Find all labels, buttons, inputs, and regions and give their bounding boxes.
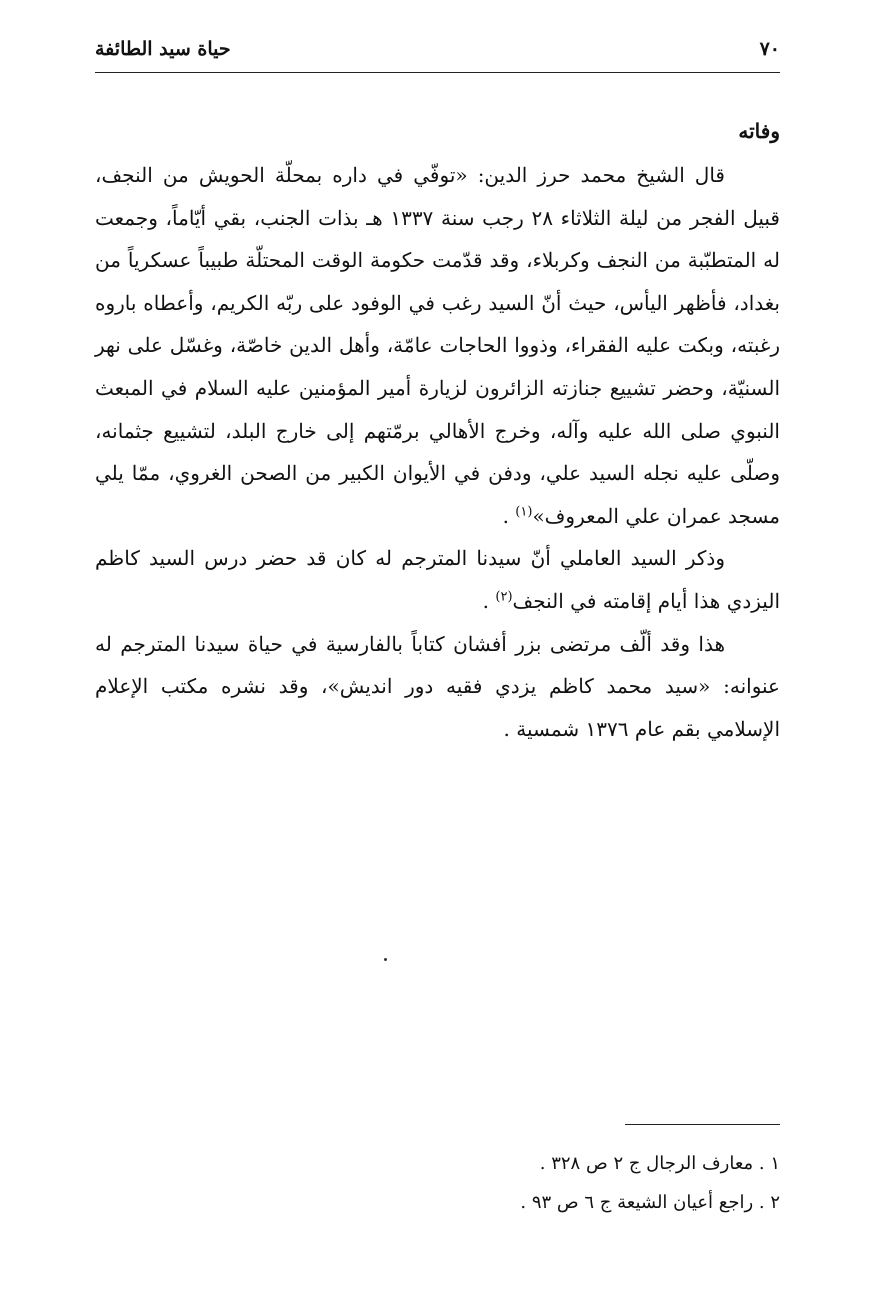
- page-header: [95, 32, 780, 73]
- paragraph-death-account: [95, 154, 780, 537]
- footnote-ref-1: (١): [515, 504, 533, 520]
- running-title: حياة سيد الطائفة: [95, 38, 231, 60]
- main-text: [95, 110, 780, 750]
- footnotes: [95, 1144, 780, 1222]
- stray-dot: [384, 958, 387, 961]
- paragraph-text: قال الشيخ محمد حرز الدين: «توفّي في داره بمحلّة الحويش من النجف، قبيل الفجر من ليلة الثلاثاء ٢٨ رجب سنة ١٣٣٧ هـ بذات الجنب، بقي أيّاماً، وجمعت له المتطبّبة من النجف وكربلاء، وقد قدّمت حكومة الوقت المحتلّة طبيباً عسكرياً من بغداد، فأظهر اليأس، حيث أنّ السيد رغب في الوفود على ربّه الكريم، وأعطاه باروه رغبته، وبكت عليه الفقراء، وذووا الحاجات عامّة، وأهل الدين خاصّة، وغسّل على نهر السنيّة، وحضر تشييع جنازته الزائرون لزيارة أمير المؤمنين عليه السلام في المبعث النبوي صلى الله عليه وآله، وخرج الأهالي برمّتهم إلى خارج البلد، لتشييع جثمانه، وصلّى عليه نجله السيد علي، ودفن في الأيوان الكبير من الصحن الغروي، ممّا يلي مسجد عمران علي المعروف»: [95, 163, 780, 528]
- footnote-2: ٢ . راجع أعيان الشيعة ج ٦ ص ٩٣ .: [520, 1192, 780, 1213]
- section-heading: وفاته: [738, 119, 780, 143]
- paragraph-amili: [95, 537, 780, 622]
- paragraph-tail: .: [482, 588, 496, 613]
- footnote-divider: [625, 1124, 780, 1125]
- paragraph-text: وذكر السيد العاملي أنّ سيدنا المترجم له كان قد حضر درس السيد كاظم اليزدي هذا أيام إقامته في النجف: [95, 546, 780, 613]
- footnote-ref-2: (٢): [495, 589, 513, 605]
- footnote-1: ١ . معارف الرجال ج ٢ ص ٣٢٨ .: [539, 1153, 780, 1174]
- page-number: ٧٠: [759, 38, 780, 60]
- paragraph-tail: .: [502, 503, 516, 528]
- paragraph-text: هذا وقد ألّف مرتضى بزر أفشان كتاباً بالفارسية في حياة سيدنا المترجم له عنوانه: «سيد محمد كاظم يزدي فقيه دور انديش»، وقد نشره مكتب الإعلام الإسلامي بقم عام ١٣٧٦ شمسية .: [95, 631, 780, 741]
- paragraph-biography-book: [95, 623, 780, 751]
